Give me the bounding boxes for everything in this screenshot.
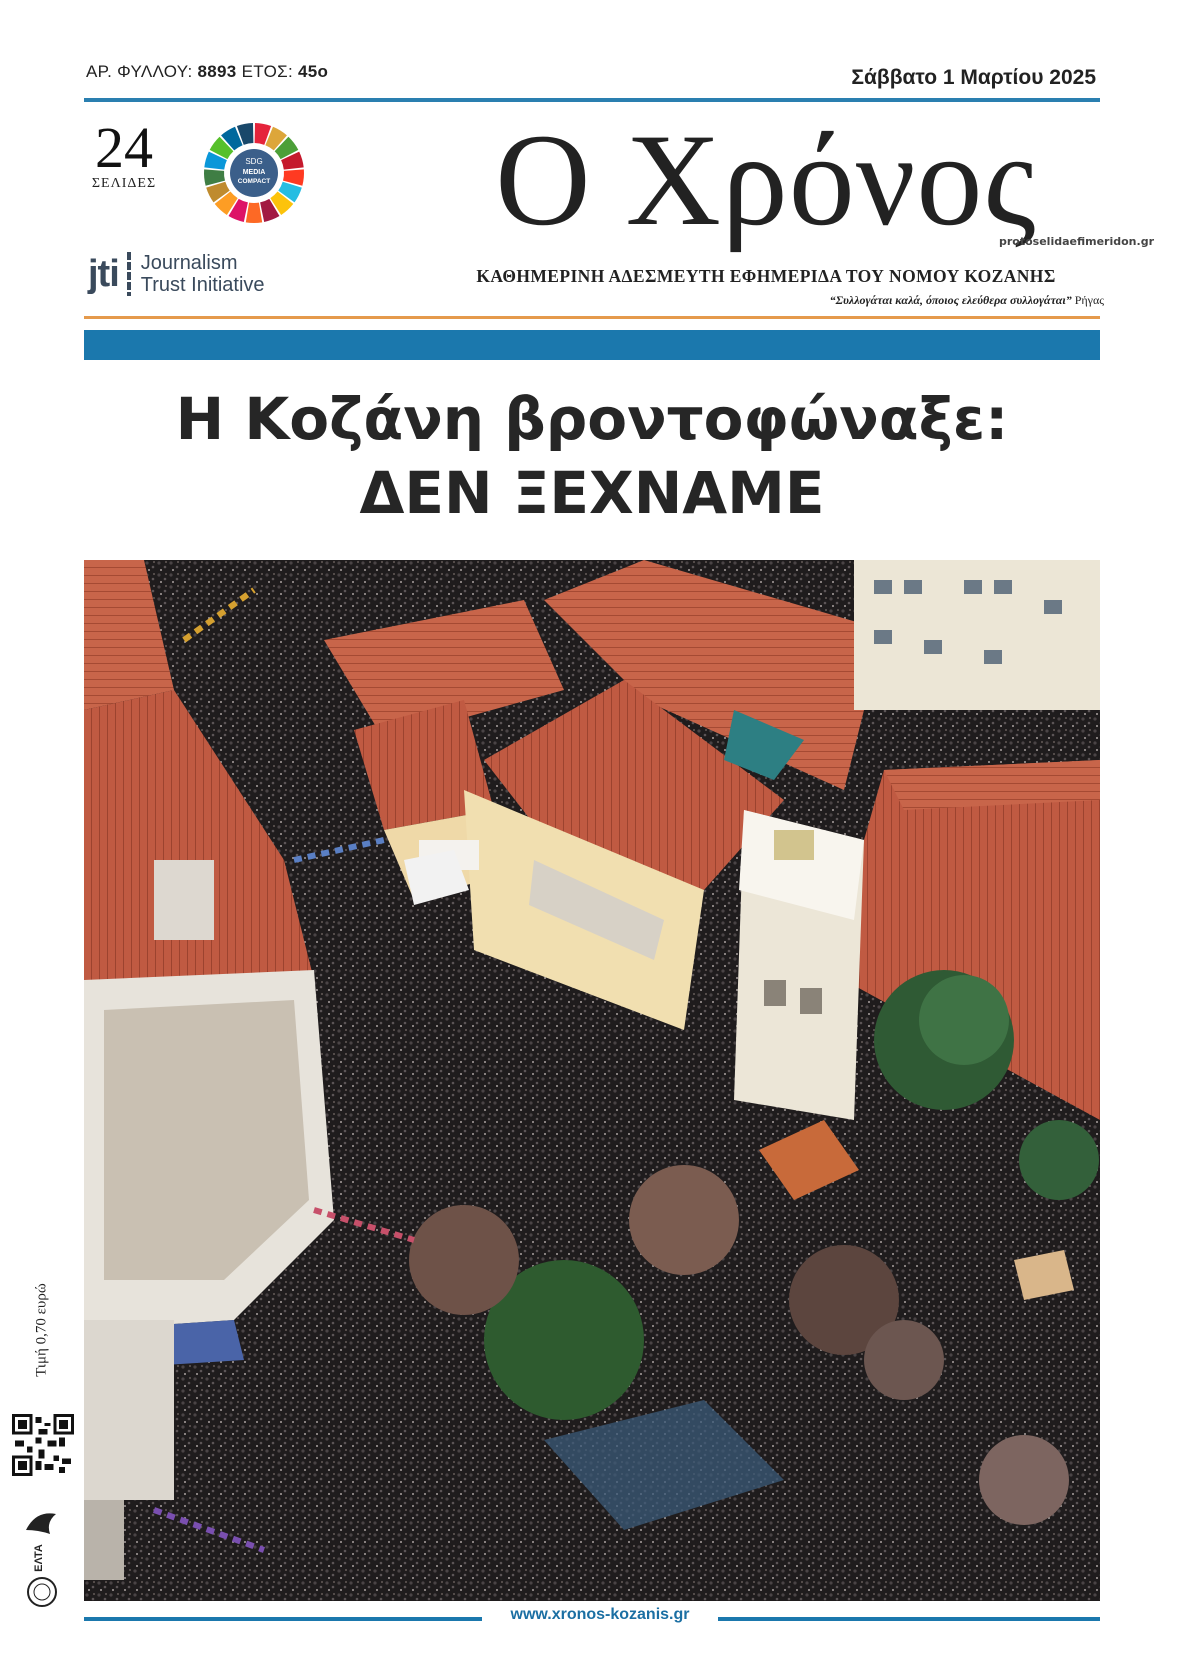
blue-band <box>84 330 1100 360</box>
sdg-segment <box>246 203 262 223</box>
jti-logo <box>88 246 265 302</box>
elta-seal-icon <box>28 1578 56 1606</box>
masthead-title: Ο Χρόνος <box>495 106 1037 253</box>
sdg-media-text: MEDIA <box>242 169 266 176</box>
year-label: ΕΤΟΣ: <box>241 62 293 81</box>
sdg-text: SDG <box>245 157 263 166</box>
masthead-motto <box>830 293 1104 308</box>
masthead-subtitle: ΚΑΘΗΜΕΡΙΝΗ ΑΔΕΣΜΕΥΤΗ ΕΦΗΜΕΡΙΔΑ ΤΟΥ ΝΟΜΟΥ ΚΟΖΑΝΗΣ <box>476 266 1056 286</box>
jti-text <box>141 252 265 296</box>
year-number: 45ο <box>298 62 329 81</box>
website-link[interactable]: www.xronos-kozanis.gr <box>510 1606 690 1623</box>
main-headline <box>84 382 1100 530</box>
headline-line1: Η Κοζάνη βροντοφώναξε: <box>175 385 1009 453</box>
jti-bar-icon <box>127 252 131 296</box>
issue-date: Σάββατο 1 Μαρτίου 2025 <box>851 66 1096 89</box>
page-count-label: ΣΕΛΙΔΕΣ <box>91 176 157 191</box>
jti-line2: Trust Initiative <box>140 274 265 296</box>
footer-rule-left <box>84 1617 482 1621</box>
issue-label: ΑΡ. ΦΥΛΛΟΥ: <box>86 62 193 81</box>
top-divider <box>84 98 1100 102</box>
motto-author: Ρήγας <box>1074 293 1104 307</box>
motto-quote: “Συλλογάται καλά, όποιος ελεύθερα συλλογάται” <box>829 293 1072 307</box>
sdg-media-compact-logo <box>203 122 305 224</box>
footer-rule-right <box>718 1617 1100 1621</box>
jti-line1: Journalism <box>140 252 238 274</box>
price-text: Τιμή 0,70 ευρώ <box>33 1283 50 1377</box>
page-count <box>84 115 164 192</box>
aerial-crowd-photo <box>84 560 1100 1601</box>
headline-line2: ΔΕΝ ΞΕΧΝΑΜΕ <box>359 459 825 527</box>
sdg-compact-text: COMPACT <box>237 178 271 185</box>
issue-number: 8893 <box>197 62 237 81</box>
qr-code <box>12 1414 74 1476</box>
masthead-divider <box>84 316 1100 319</box>
source-credit: protoselidaefimeridon.gr <box>999 235 1154 248</box>
page-count-number: 24 <box>95 115 153 180</box>
elta-bird-icon <box>26 1513 56 1534</box>
elta-text: ΕΛΤΑ <box>33 1544 45 1572</box>
issue-info <box>86 62 328 82</box>
price-label <box>30 1260 54 1400</box>
elta-postal-logo <box>16 1500 68 1610</box>
jti-mark: jti <box>88 252 119 295</box>
